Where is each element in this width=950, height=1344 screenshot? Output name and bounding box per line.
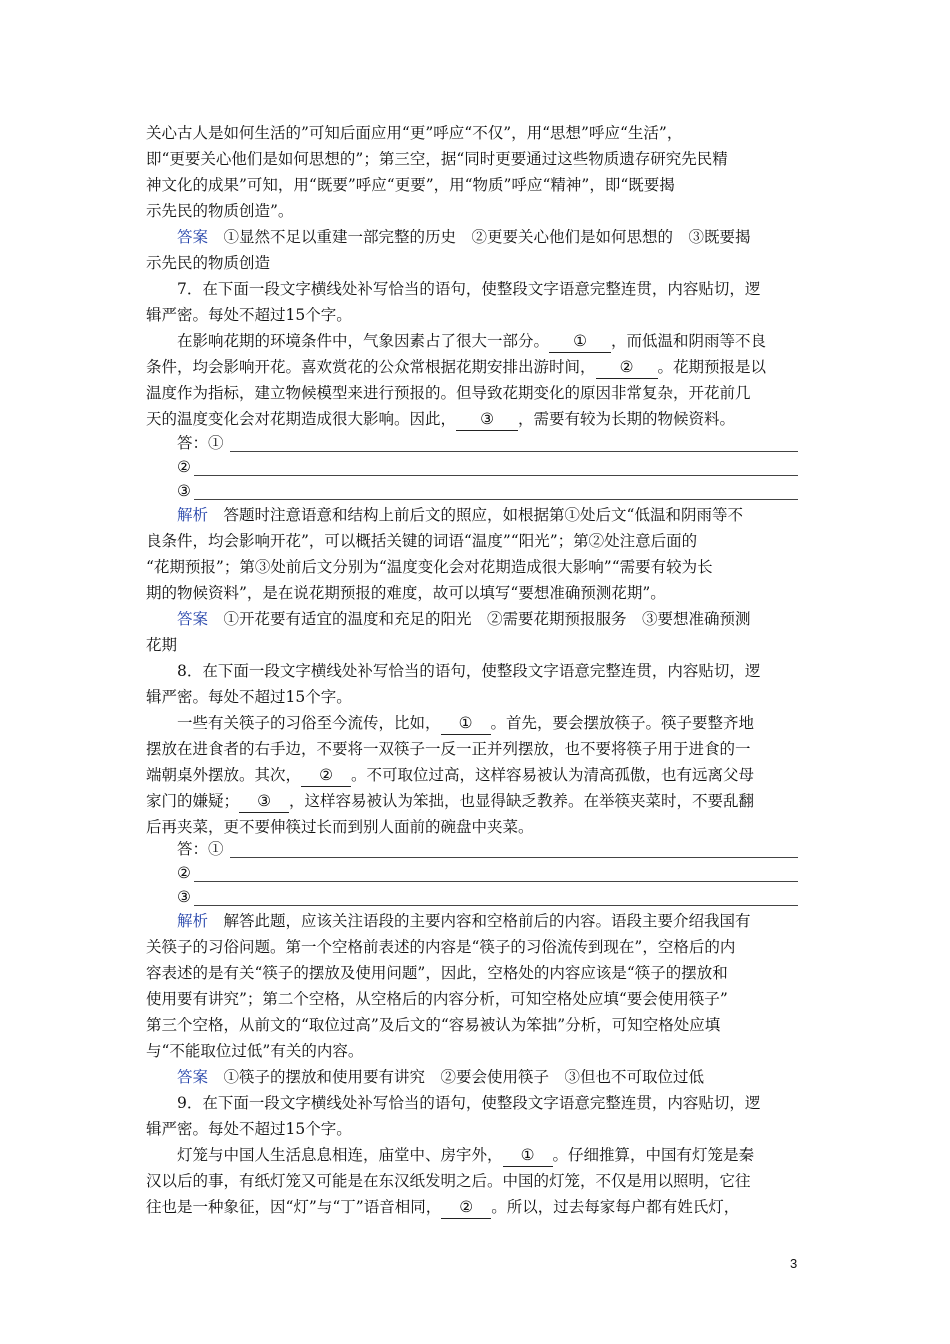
analysis-prev-line: 即“更要关心他们是如何思想的”；第三空，据“同时更要通过这些物质遗存研究先民精	[146, 150, 728, 168]
fill-blank-1: ①	[441, 712, 491, 735]
q7-passage-line	[146, 328, 808, 354]
q9-passage-line: 汉以后的事，有纸灯笼又可能是在东汉纸发明之后。中国的灯笼，不仅是用以照明，它往	[146, 1172, 751, 1190]
fill-blank-2: ②	[596, 356, 658, 379]
q8-analysis-line: 与“不能取位过低”有关的内容。	[146, 1042, 364, 1060]
q8-passage-line	[146, 710, 808, 736]
answer-line-1[interactable]	[177, 430, 808, 456]
q8-stem-cont: 辑严密。每处不超过15个字。	[146, 688, 352, 706]
passage-text: 。首先，要会摆放筷子。筷子要整齐地	[490, 714, 755, 732]
answer-line-2[interactable]	[177, 454, 808, 480]
q8-passage-line: 摆放在进食者的右手边，不要将一双筷子一反一正并列摆放，也不要将筷子用于进食的一	[146, 740, 751, 758]
passage-text: ，这样容易被认为笨拙，也显得缺乏教养。在举筷夹菜时，不要乱翻	[289, 792, 755, 810]
q9-stem-cont: 辑严密。每处不超过15个字。	[146, 1120, 352, 1138]
q9-stem: 9．在下面一段文字横线处补写恰当的语句，使整段文字语意完整连贯，内容贴切，逻	[177, 1094, 761, 1112]
answer-line-3[interactable]	[177, 478, 808, 504]
answer-6-cont: 示先民的物质创造	[146, 254, 271, 272]
q9-passage-line	[146, 1194, 808, 1220]
answer-line-3[interactable]	[177, 884, 808, 910]
analysis-tag: 解析	[177, 506, 209, 524]
passage-text: 。花期预报是以	[657, 358, 767, 376]
answer-tag: 答案	[177, 610, 209, 628]
answer-rule	[194, 881, 798, 882]
fill-blank-1: ①	[503, 1144, 553, 1167]
answer-6	[146, 224, 808, 250]
q8-passage-line	[146, 788, 808, 814]
answer-tag: 答案	[177, 1068, 209, 1086]
answer-marker: ②	[177, 458, 191, 476]
passage-text: 在影响花期的环境条件中，气象因素占了很大一部分。	[177, 332, 550, 350]
answer-rule	[230, 451, 798, 452]
q8-analysis-line: 容表述的是有关“筷子的摆放及使用问题”，因此，空格处的内容应该是“筷子的摆放和	[146, 964, 728, 982]
fill-blank-2: ②	[441, 1196, 491, 1219]
q8-passage-line: 后再夹菜，更不要伸筷过长而到别人面前的碗盘中夹菜。	[146, 818, 534, 836]
answer-rule	[194, 499, 798, 500]
answer-prefix: 答：	[177, 434, 209, 452]
analysis-prev-line: 关心古人是如何生活的”可知后面应用“更”呼应“不仅”，用“思想”呼应“生活”，	[146, 124, 683, 142]
q8-passage-line	[146, 762, 808, 788]
q7-analysis-line: “花期预报”；第③处前后文分别为“温度变化会对花期造成很大影响”“需要有较为长	[146, 558, 713, 576]
answer-text: ①显然不足以重建一部完整的历史 ②更要关心他们是如何思想的 ③既要揭	[223, 228, 751, 246]
q7-answer-cont: 花期	[146, 636, 178, 654]
fill-blank-3: ③	[456, 408, 518, 431]
answer-marker: ①	[208, 840, 224, 858]
q8-analysis	[146, 908, 808, 934]
passage-text: 天的温度变化会对花期造成很大影响。因此，	[146, 410, 457, 428]
passage-text: 。仔细推算，中国有灯笼是秦	[552, 1146, 755, 1164]
passage-text: 往也是一种象征，因“灯”与“丁”语音相同，	[146, 1198, 442, 1216]
answer-text: ①筷子的摆放和使用要有讲究 ②要会使用筷子 ③但也不可取位过低	[223, 1068, 705, 1086]
analysis-prev-line: 神文化的成果”可知，用“既要”呼应“更要”，用“物质”呼应“精神”，即“既要揭	[146, 176, 675, 194]
q7-passage-line: 温度作为指标，建立物候模型来进行预报的。但导致花期变化的原因非常复杂，开花前几	[146, 384, 751, 402]
q9-passage-line	[146, 1142, 808, 1168]
answer-prefix: 答：	[177, 840, 209, 858]
answer-marker: ③	[177, 482, 191, 500]
passage-text: 条件，均会影响开花。喜欢赏花的公众常根据花期安排出游时间，	[146, 358, 596, 376]
q7-analysis	[146, 502, 808, 528]
analysis-text: 答题时注意语意和结构上前后文的照应，如根据第①处后文“低温和阴雨等不	[223, 506, 743, 524]
passage-text: 端朝桌外摆放。其次，	[146, 766, 302, 784]
passage-text: 。所以，过去每家每户都有姓氏灯，	[491, 1198, 740, 1216]
q7-stem-cont: 辑严密。每处不超过15个字。	[146, 306, 352, 324]
q7-passage-line	[146, 354, 808, 380]
q7-answer	[146, 606, 808, 632]
q8-analysis-line: 第三个空格，从前文的“取位过高”及后文的“容易被认为笨拙”分析，可知空格处应填	[146, 1016, 721, 1034]
passage-text: 家门的嫌疑；	[146, 792, 240, 810]
answer-marker: ①	[208, 434, 224, 452]
analysis-text: 解答此题，应该关注语段的主要内容和空格前后的内容。语段主要介绍我国有	[223, 912, 751, 930]
q7-analysis-line: 期的物候资料”，是在说花期预报的难度，故可以填写“要想准确预测花期”。	[146, 584, 666, 602]
answer-rule	[194, 475, 798, 476]
answer-line-1[interactable]	[177, 836, 808, 862]
passage-text: 一些有关筷子的习俗至今流传，比如，	[177, 714, 441, 732]
answer-text: ①开花要有适宜的温度和充足的阳光 ②需要花期预报服务 ③要想准确预测	[223, 610, 751, 628]
analysis-tag: 解析	[177, 912, 209, 930]
q8-analysis-line: 关筷子的习俗问题。第一个空格前表述的内容是“筷子的习俗流传到现在”，空格后的内	[146, 938, 736, 956]
q8-analysis-line: 使用要有讲究”；第二个空格，从空格后的内容分析，可知空格处应填“要会使用筷子”	[146, 990, 728, 1008]
answer-line-2[interactable]	[177, 860, 808, 886]
page-number: 3	[790, 1256, 798, 1271]
answer-tag: 答案	[177, 228, 209, 246]
fill-blank-3: ③	[239, 790, 289, 813]
passage-text: 灯笼与中国人生活息息相连，庙堂中、房宇外，	[177, 1146, 503, 1164]
fill-blank-2: ②	[301, 764, 351, 787]
passage-text: ，需要有较为长期的物候资料。	[518, 410, 736, 428]
answer-marker: ②	[177, 864, 191, 882]
analysis-prev-line: 示先民的物质创造”。	[146, 202, 294, 220]
passage-text: ，而低温和阴雨等不良	[611, 332, 767, 350]
fill-blank-1: ①	[549, 330, 611, 353]
q8-stem: 8．在下面一段文字横线处补写恰当的语句，使整段文字语意完整连贯，内容贴切，逻	[177, 662, 761, 680]
q8-answer	[146, 1064, 808, 1090]
answer-marker: ③	[177, 888, 191, 906]
answer-rule	[230, 857, 798, 858]
answer-rule	[194, 905, 798, 906]
q7-stem: 7．在下面一段文字横线处补写恰当的语句，使整段文字语意完整连贯，内容贴切，逻	[177, 280, 761, 298]
q7-passage-line	[146, 406, 808, 432]
q7-analysis-line: 良条件，均会影响开花”，可以概括关键的词语“温度”“阳光”；第②处注意后面的	[146, 532, 698, 550]
passage-text: 。不可取位过高，这样容易被认为清高孤傲，也有远离父母	[351, 766, 755, 784]
